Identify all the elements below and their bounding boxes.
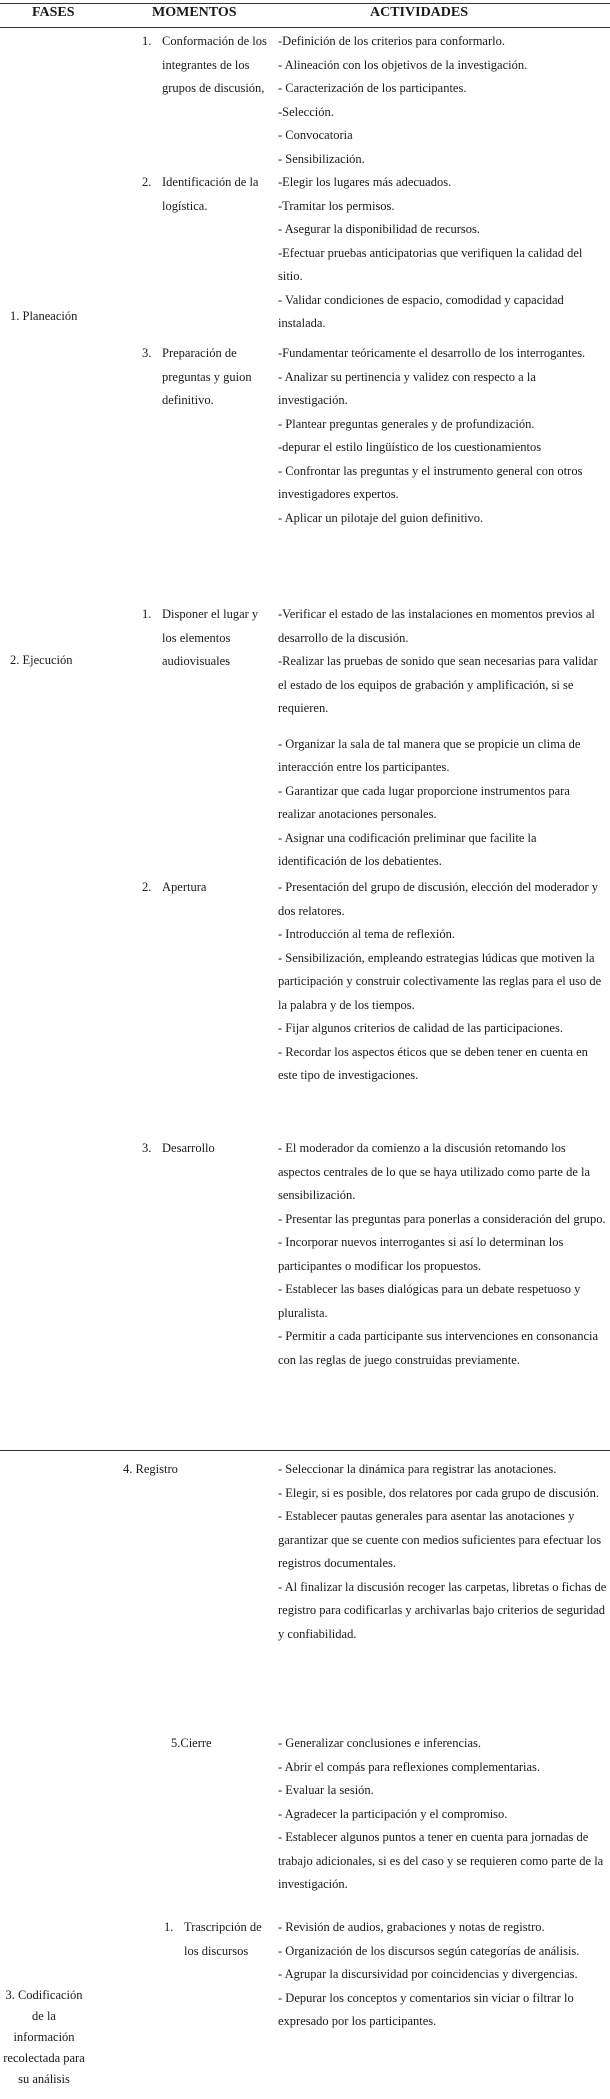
activity-item: - Permitir a cada participante sus intervenciones en consonancia con las reglas de juego construidas previamente. xyxy=(278,1329,599,1367)
activity-item: -Verificar el estado de las instalaciones en momentos previos al desarrollo de la discusión. xyxy=(278,607,595,645)
activity-item: - Generalizar conclusiones e inferencias. xyxy=(278,1736,482,1750)
moment-number: 3. xyxy=(142,346,152,360)
activity-item: - Convocatoria xyxy=(278,128,353,142)
header-momentos: MOMENTOS xyxy=(152,5,237,20)
moment-label: Trascripción de los discursos xyxy=(184,1920,262,1958)
activity-item: - Incorporar nuevos interrogantes si así lo determinan los participantes o modificar los propuestos. xyxy=(278,1235,564,1273)
activity-item: - Sensibilización, empleando estrategias lúdicas que motiven la participación y construir colectivamente las reglas para el uso de la palabra y de los tiempos. xyxy=(278,950,602,1012)
activity-item: - Agrupar la discursividad por coincidencias y divergencias. xyxy=(278,1967,578,1981)
activity-item: - Establecer algunos puntos a tener en cuenta para jornadas de trabajo adicionales, si es del caso y se requieren como parte de la investigación. xyxy=(278,1830,604,1891)
moment-label: Conformación de los integrantes de los grupos de discusión, xyxy=(162,34,267,95)
activity-item: - Agradecer la participación y el compromiso. xyxy=(278,1806,508,1821)
activity-item: - Analizar su pertinencia y validez con respecto a la investigación. xyxy=(278,369,536,407)
header-rule xyxy=(0,27,610,28)
activities-trascripcion xyxy=(278,1916,608,2034)
activity-item: - Confrontar las preguntas y el instrumento general con otros investigadores expertos. xyxy=(278,463,583,501)
activities-conformacion xyxy=(278,30,608,171)
activity-item: - Abrir el compás para reflexiones complementarias. xyxy=(278,1759,541,1774)
moment-label: Identificación de la logística. xyxy=(162,175,259,213)
activity-item: - Seleccionar la dinámica para registrar las anotaciones. xyxy=(278,1462,557,1476)
phase-codificacion: 3. Codificación de la información recolectada para su análisis xyxy=(3,1988,85,2086)
moment-cierre: 5.Cierre xyxy=(171,1736,212,1750)
activity-item: - Alineación con los objetivos de la investigación. xyxy=(278,57,528,72)
section-rule xyxy=(0,1450,610,1451)
activities-logistica xyxy=(278,171,608,336)
moment-label: Preparación de preguntas y guion definitivo. xyxy=(162,346,252,407)
activity-item: -Elegir los lugares más adecuados. xyxy=(278,175,452,189)
activity-item: -depurar el estilo lingüístico de los cuestionamientos xyxy=(278,440,542,454)
activity-item: - Al finalizar la discusión recoger las carpetas, libretas o fichas de registro para codificarlas y archivarlas bajo criterios de seguridad y confiabilidad. xyxy=(278,1579,607,1641)
header-fases: FASES xyxy=(32,5,75,20)
header-actividades: ACTIVIDADES xyxy=(370,5,469,20)
activity-item: - Caracterización de los participantes. xyxy=(278,81,467,95)
activity-item: - Elegir, si es posible, dos relatores por cada grupo de discusión. xyxy=(278,1485,599,1500)
moment-label: Desarrollo xyxy=(162,1141,215,1155)
phase-planeacion: 1. Planeación xyxy=(10,309,78,323)
moment-label: Apertura xyxy=(162,880,207,894)
activity-item: -Efectuar pruebas anticipatorias que verifiquen la calidad del sitio. xyxy=(278,245,583,283)
activity-item: - Establecer pautas generales para asentar las anotaciones y garantizar que se cuente con medios suficientes para efectuar los registros documentales. xyxy=(278,1509,602,1570)
activity-item: - Sensibilización. xyxy=(278,151,365,166)
activity-item: - Validar condiciones de espacio, comodidad y capacidad instalada. xyxy=(278,292,564,330)
activity-item: - Presentar las preguntas para ponerlas a consideración del grupo. xyxy=(278,1211,606,1226)
moment-number: 3. xyxy=(142,1141,152,1155)
moment-number: 2. xyxy=(142,175,152,189)
activity-item: - Asignar una codificación preliminar que facilite la identificación de los debatientes. xyxy=(278,830,537,868)
activity-item: - Evaluar la sesión. xyxy=(278,1783,374,1797)
activity-item: -Tramitar los permisos. xyxy=(278,198,395,213)
activity-item: - Organización de los discursos según categorías de análisis. xyxy=(278,1943,580,1958)
activity-item: - Asegurar la disponibilidad de recursos. xyxy=(278,222,481,236)
activity-item: - Recordar los aspectos éticos que se deben tener en cuenta en este tipo de investigaciones. xyxy=(278,1044,588,1082)
moment-registro: 4. Registro xyxy=(123,1462,178,1476)
activities-disponer-lugar xyxy=(278,603,608,874)
activity-item: -Definición de los criterios para conformarlo. xyxy=(278,34,505,48)
top-rule xyxy=(0,3,610,4)
moment-number: 2. xyxy=(142,880,152,894)
activities-apertura xyxy=(278,876,608,1088)
moment-number: 1. xyxy=(142,607,152,621)
activity-item: - Introducción al tema de reflexión. xyxy=(278,927,456,941)
activity-item: - Presentación del grupo de discusión, elección del moderador y dos relatores. xyxy=(278,880,599,918)
activities-preparacion xyxy=(278,342,608,530)
activity-item: -Realizar las pruebas de sonido que sean necesarias para validar el estado de los equipos de grabación y amplificación, si se requieren. xyxy=(278,654,598,715)
activity-item: - Depurar los conceptos y comentarios sin viciar o filtrar lo expresado por los participantes. xyxy=(278,1990,574,2028)
activity-item: - Aplicar un pilotaje del guion definitivo. xyxy=(278,510,484,525)
activity-item: - Organizar la sala de tal manera que se propicie un clima de interacción entre los participantes. xyxy=(278,736,581,774)
activity-item: - Plantear preguntas generales y de profundización. xyxy=(278,416,535,431)
activity-item: - Garantizar que cada lugar proporcione instrumentos para realizar anotaciones personales. xyxy=(278,783,570,821)
activities-registro xyxy=(278,1458,608,1646)
activities-desarrollo xyxy=(278,1137,608,1372)
activity-item: -Fundamentar teóricamente el desarrollo de los interrogantes. xyxy=(278,346,586,360)
moment-label: Disponer el lugar y los elementos audiovisuales xyxy=(162,607,259,668)
activity-item: - Revisión de audios, grabaciones y notas de registro. xyxy=(278,1920,545,1934)
moment-number: 1. xyxy=(164,1920,174,1934)
activity-item: - Establecer las bases dialógicas para un debate respetuoso y pluralista. xyxy=(278,1282,581,1320)
phase-ejecucion: 2. Ejecución xyxy=(10,653,73,667)
moment-number: 1. xyxy=(142,34,152,48)
activity-item: -Selección. xyxy=(278,104,334,119)
activity-item: - El moderador da comienzo a la discusión retomando los aspectos centrales de lo que se haya utilizado como parte de la sensibilización. xyxy=(278,1141,591,1202)
activities-cierre xyxy=(278,1732,608,1897)
activity-item: - Fijar algunos criterios de calidad de las participaciones. xyxy=(278,1021,563,1035)
